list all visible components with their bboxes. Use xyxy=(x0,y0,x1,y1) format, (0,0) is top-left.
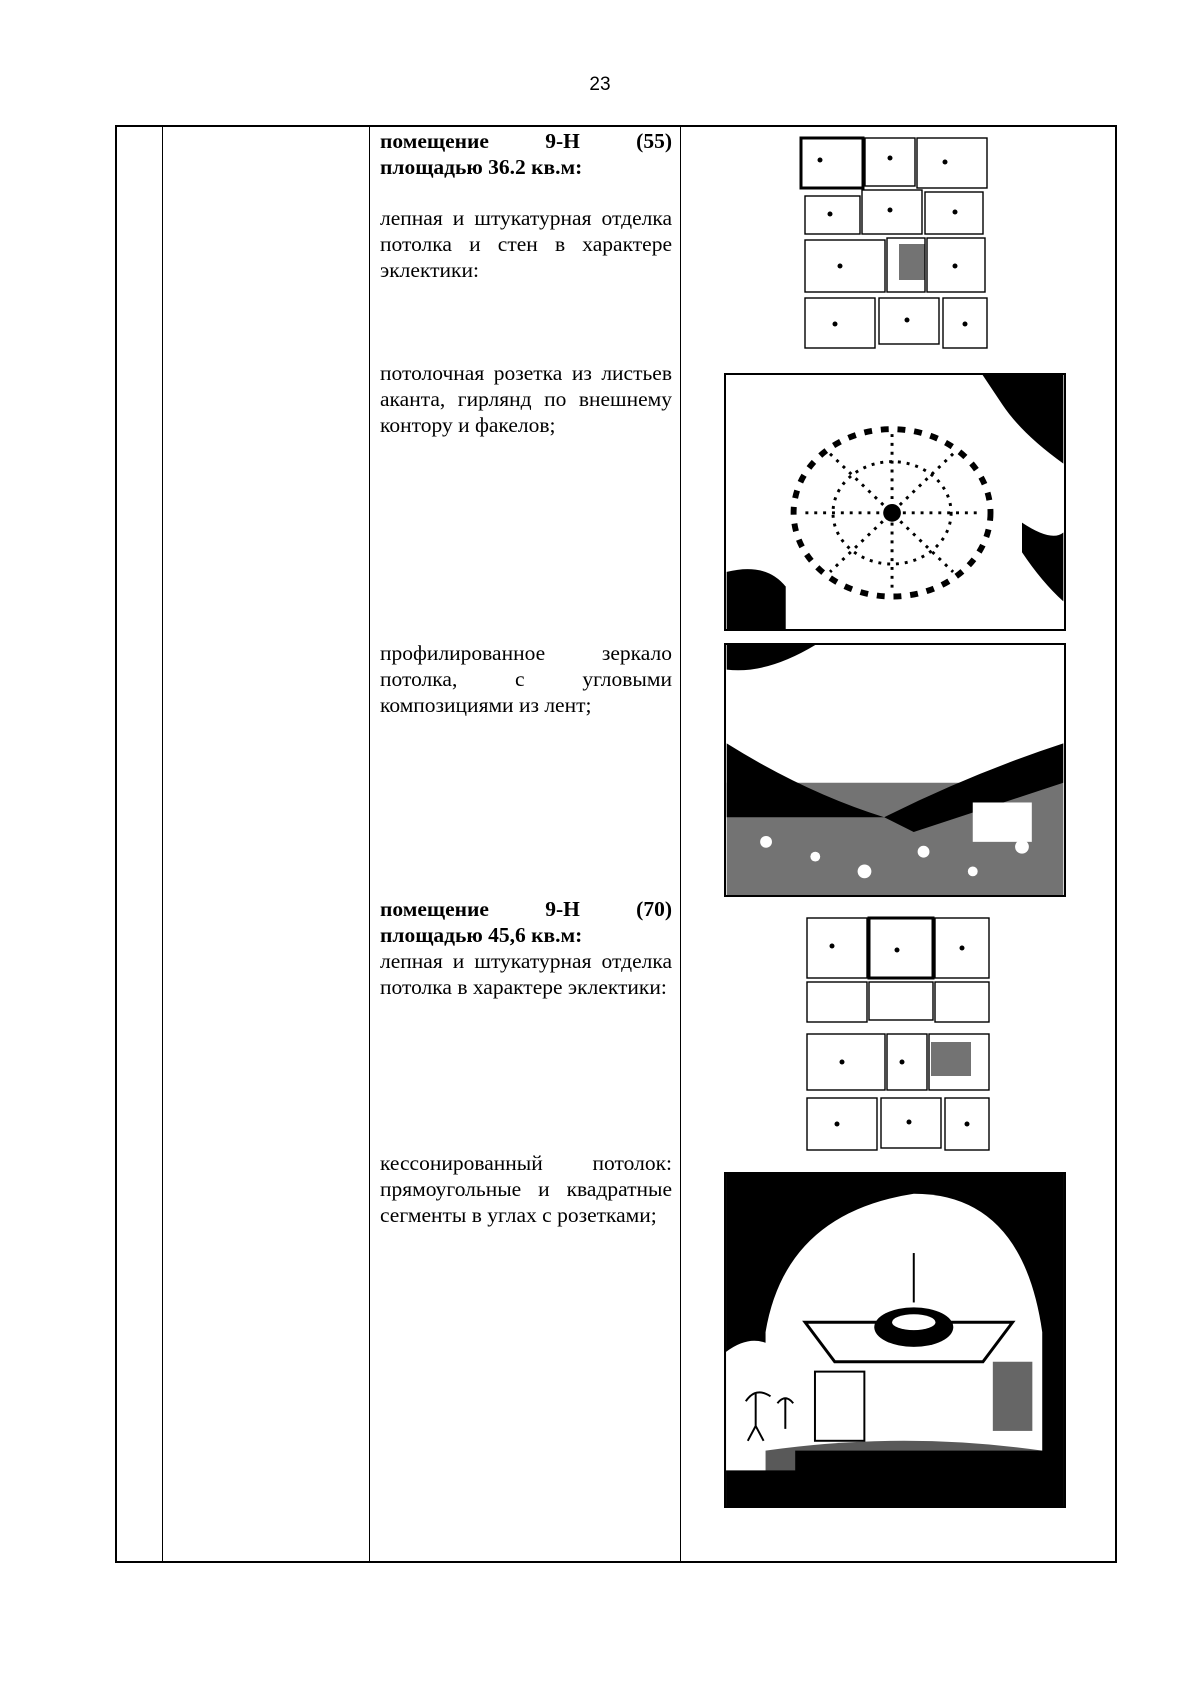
room-70-item-stucco: лепная и штукатурная отделка потолка в характере эклектики: xyxy=(380,949,672,999)
floor-plan-room-55 xyxy=(795,128,995,358)
room-55-item-stucco: лепная и штукатурная отделка потолка и стен в характере эклектики: xyxy=(380,206,672,282)
heading-word: помещение xyxy=(380,897,489,921)
page-number: 23 xyxy=(589,74,611,95)
heading-word: помещение xyxy=(380,129,489,153)
column-divider-2 xyxy=(369,127,370,1561)
column-divider-3 xyxy=(680,127,681,1561)
heading-number: (70) xyxy=(636,897,672,921)
room-55-heading xyxy=(380,128,672,180)
coffered-ceiling-photo xyxy=(724,1172,1066,1508)
floor-plan-icon xyxy=(795,128,995,358)
ceiling-rosette-icon xyxy=(726,375,1064,629)
heading-area: площадью 36.2 кв.м: xyxy=(380,155,583,179)
heading-number: (55) xyxy=(636,129,672,153)
heading-code: 9-Н xyxy=(545,897,580,921)
heading-code: 9-Н xyxy=(545,129,580,153)
floor-plan-icon xyxy=(797,912,997,1160)
room-70-item-coffered: кессонированный потолок: прямоугольные и квадратные сегменты в углах с розетками; xyxy=(380,1151,672,1227)
ceiling-mirror-icon xyxy=(726,645,1064,895)
heading-area: площадью 45,6 кв.м: xyxy=(380,923,583,947)
ceiling-rosette-photo xyxy=(724,373,1066,631)
floor-plan-room-70 xyxy=(797,912,997,1160)
room-55-item-rosette: потолочная розетка из листьев аканта, гирлянд по внешнему контору и факелов; xyxy=(380,361,672,437)
room-55-item-mirror: профилированное зеркало потолка, с угловыми композициями из лент; xyxy=(380,641,672,717)
coffered-ceiling-icon xyxy=(726,1174,1064,1506)
room-70-heading xyxy=(380,896,672,948)
column-divider-1 xyxy=(162,127,163,1561)
ceiling-mirror-photo xyxy=(724,643,1066,897)
